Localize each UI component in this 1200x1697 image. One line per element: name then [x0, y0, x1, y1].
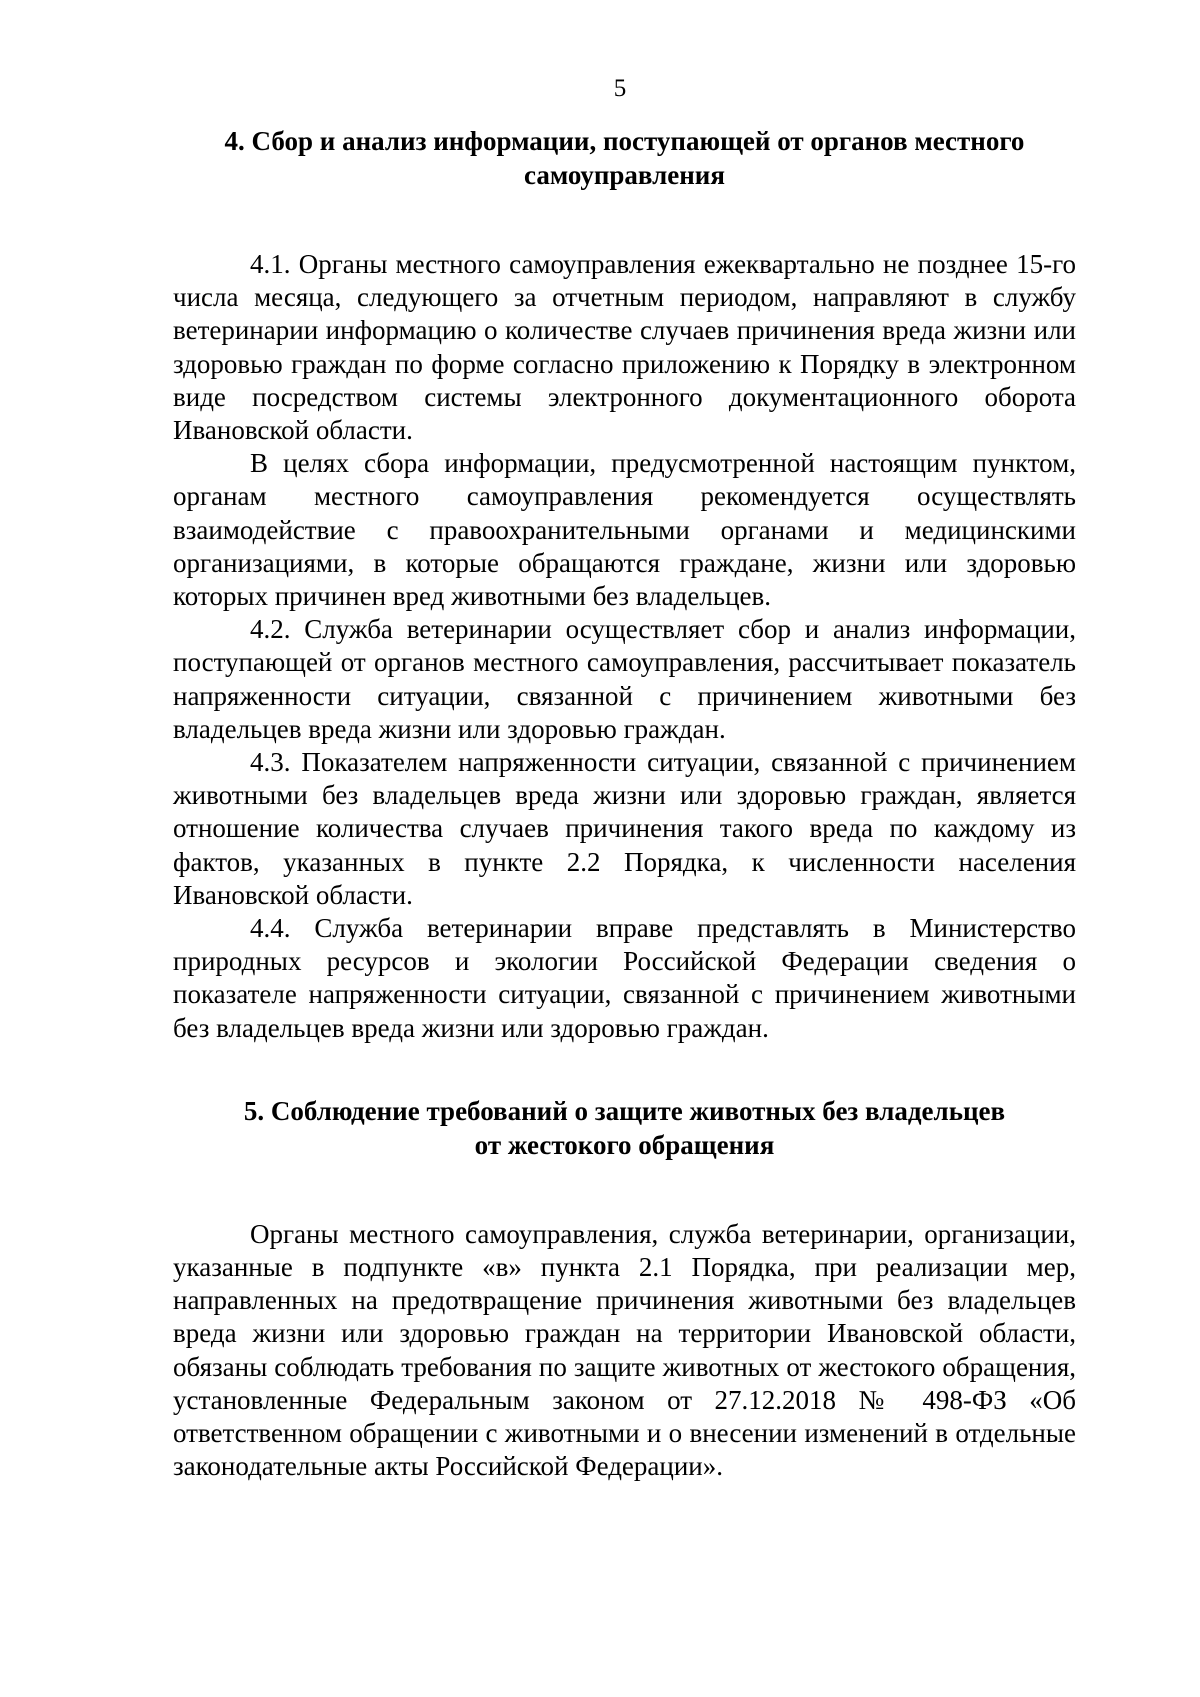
section-5-title-line-2: от жестокого обращения	[474, 1129, 775, 1160]
paragraph-4-3: 4.3. Показателем напряженности ситуации, связанной с причинением животными без владельцев вреда жизни или здоровью граждан, является отношение количества случаев причинения такого вреда по каждому из фактов, указанных в пункте 2.2 Порядка, к численности населения Ивановской области.	[173, 747, 1076, 910]
section-5-title-line-1: 5. Соблюдение требований о защите животных без владельцев	[243, 1095, 1006, 1126]
page-number: 5	[613, 75, 627, 102]
section-5-title	[173, 1094, 1076, 1162]
document-body	[173, 124, 1076, 1484]
paragraph-4-1: 4.1. Органы местного самоуправления ежеквартально не позднее 15-го числа месяца, следующего за отчетным периодом, направляют в службу ветеринарии информацию о количестве случаев причинения вреда жизни или здоровью граждан по форме согласно приложению к Порядку в электронном виде посредством системы электронного документационного оборота Ивановской области.	[173, 249, 1076, 446]
paragraph-5-1: Органы местного самоуправления, служба ветеринарии, организации, указанные в подпункте «в» пункта 2.1 Порядка, при реализации мер, направленных на предотвращение причинения животными без владельцев вреда жизни или здоровью граждан на территории Ивановской области, обязаны соблюдать требования по защите животных от жестокого обращения, установленные Федеральным законом от 27.12.2018 № 498-ФЗ «Об ответственном обращении с животными и о внесении изменений в отдельные законодательные акты Российской Федерации».	[173, 1218, 1076, 1482]
spacer	[173, 1162, 1076, 1218]
paragraph-4-1-continued: В целях сбора информации, предусмотренной настоящим пунктом, органам местного самоуправления рекомендуется осуществлять взаимодействие с правоохранительными органами и медицинскими организациями, в которые обращаются граждане, жизни или здоровью которых причинен вред животными без владельцев.	[173, 448, 1076, 612]
paragraph-4-4: 4.4. Служба ветеринарии вправе представлять в Министерство природных ресурсов и экологии Российской Федерации сведения о показателе напряженности ситуации, связанной с причинением животными без владельцев вреда жизни или здоровью граждан.	[173, 913, 1076, 1043]
section-4-title	[173, 124, 1076, 192]
section-4-title-line-2: самоуправления	[524, 160, 725, 190]
spacer	[173, 1045, 1076, 1094]
section-4-title-line-1: 4. Сбор и анализ информации, поступающей от органов местного	[224, 126, 1025, 156]
spacer	[173, 192, 1076, 248]
paragraph-4-2: 4.2. Служба ветеринарии осуществляет сбор и анализ информации, поступающей от органов местного самоуправления, рассчитывает показатель напряженности ситуации, связанной с причинением животными без владельцев вреда жизни или здоровью граждан.	[173, 614, 1076, 744]
